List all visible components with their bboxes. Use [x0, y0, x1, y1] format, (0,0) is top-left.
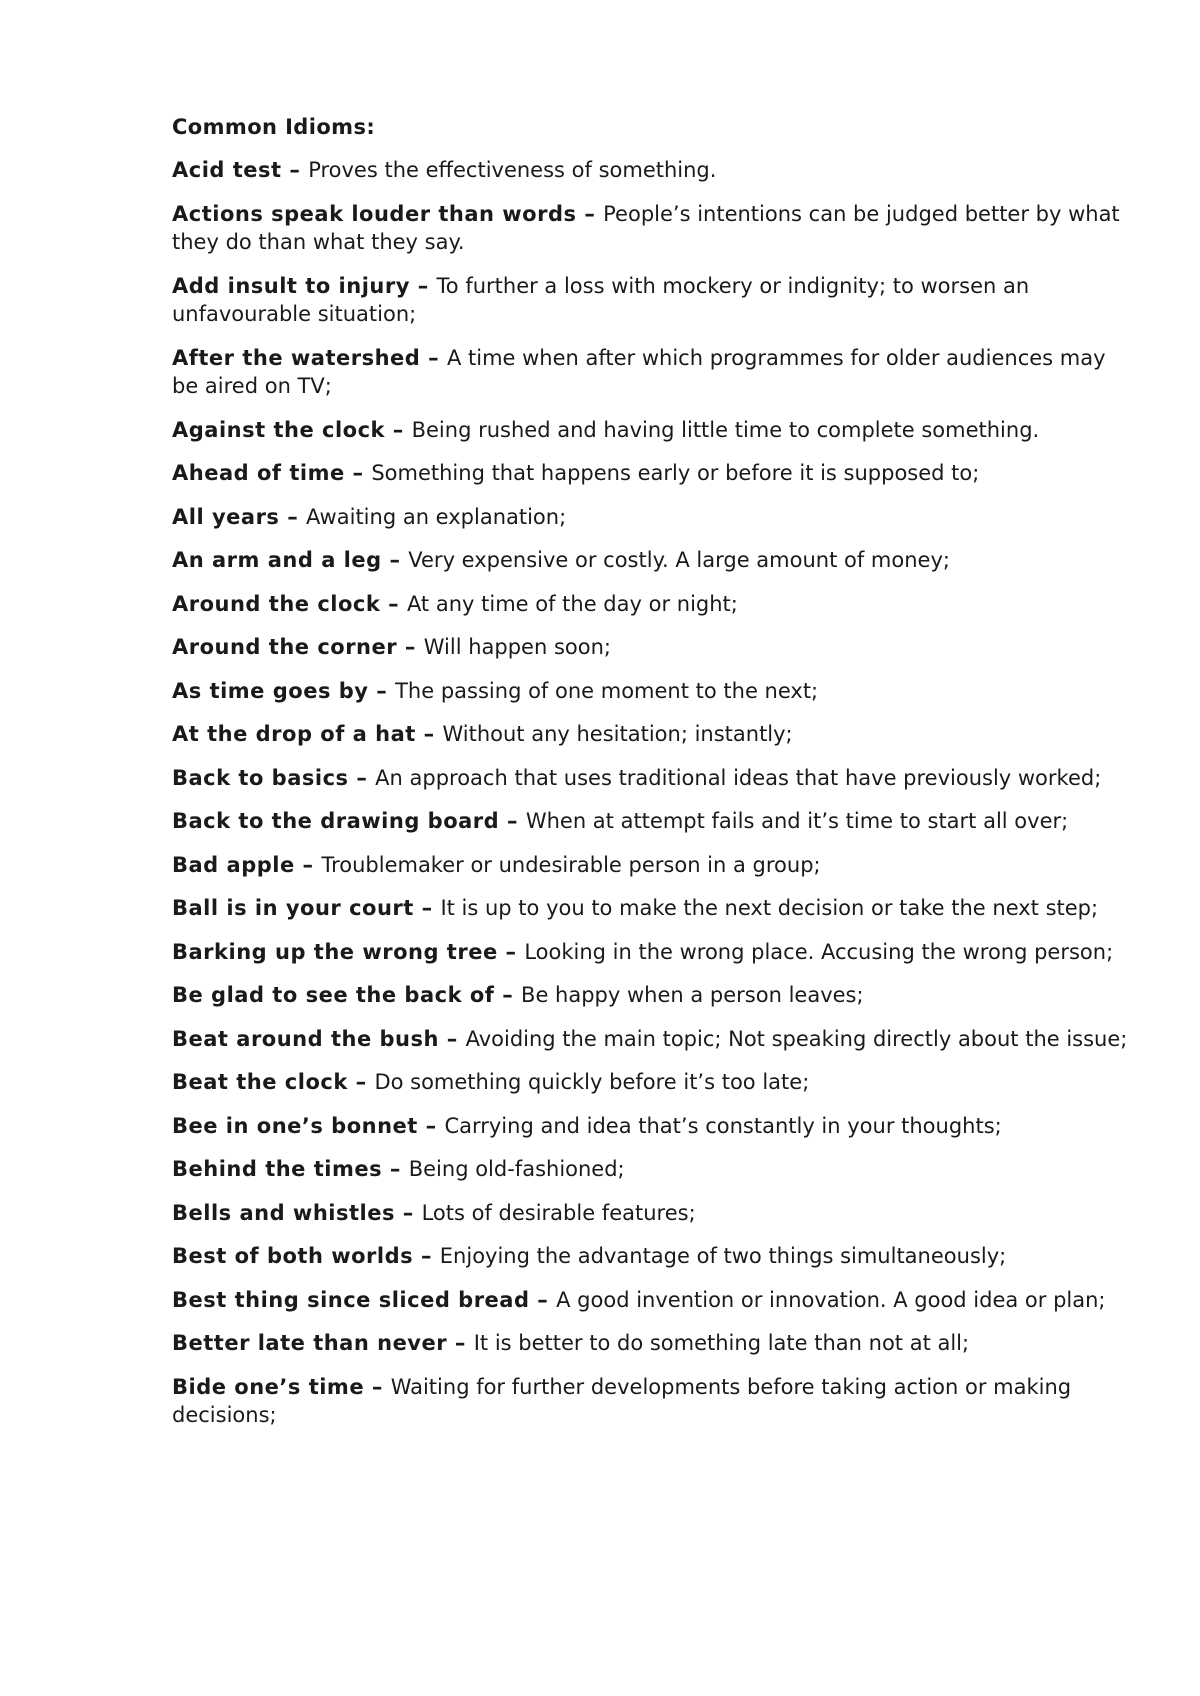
idiom-definition: Avoiding the main topic; Not speaking directly about the issue;	[465, 1026, 1128, 1051]
idiom-term: Bee in one’s bonnet	[172, 1113, 418, 1138]
idiom-entry	[172, 851, 1132, 880]
idiom-separator: –	[413, 1244, 440, 1268]
idiom-separator: –	[294, 852, 322, 877]
idiom-term: Against the clock	[172, 417, 385, 442]
idiom-definition: Being rushed and having little time to complete something.	[411, 417, 1040, 442]
idiom-term: Bad apple	[172, 852, 295, 877]
idiom-separator: –	[447, 1331, 474, 1355]
idiom-entry	[172, 156, 1132, 185]
idiom-entry	[172, 1155, 1132, 1184]
idiom-separator: –	[576, 201, 604, 226]
idiom-definition: Very expensive or costly. A large amount of money;	[408, 548, 950, 572]
idiom-entry	[172, 590, 1132, 619]
idiom-definition: A time when after which programmes for older audiences may be aired on TV;	[172, 345, 1106, 398]
idiom-definition: Looking in the wrong place. Accusing the wrong person;	[524, 939, 1114, 964]
idiom-term: All years	[172, 504, 280, 529]
idiom-separator: –	[368, 678, 396, 703]
idiom-entry	[172, 1068, 1132, 1097]
idiom-definition: Waiting for further developments before taking action or making decisions;	[172, 1374, 1072, 1427]
idiom-term: Beat around the bush	[172, 1026, 439, 1051]
idiom-entry	[172, 200, 1132, 257]
idiom-definition: Carrying and idea that’s constantly in your thoughts;	[444, 1113, 1002, 1138]
idiom-term: Bells and whistles	[172, 1200, 395, 1225]
idiom-entry	[172, 503, 1132, 532]
idiom-term: Best of both worlds	[172, 1244, 414, 1268]
idiom-term: Best thing since sliced bread	[172, 1287, 530, 1312]
idiom-definition: Being old-fashioned;	[408, 1157, 625, 1181]
idiom-entry	[172, 633, 1132, 662]
idiom-entry	[172, 720, 1132, 749]
idiom-entry	[172, 1373, 1132, 1430]
idiom-separator: –	[529, 1287, 557, 1312]
idiom-definition: Something that happens early or before it is supposed to;	[371, 461, 980, 485]
idiom-entry	[172, 1329, 1132, 1358]
idiom-term: An arm and a leg	[172, 548, 382, 572]
idiom-entry	[172, 677, 1132, 706]
idiom-definition: Lots of desirable features;	[421, 1200, 696, 1225]
idiom-list	[172, 156, 1132, 1430]
idiom-entry	[172, 416, 1132, 445]
idiom-separator: –	[415, 722, 443, 746]
idiom-definition: Will happen soon;	[423, 635, 611, 659]
idiom-entry	[172, 1025, 1132, 1054]
idiom-entry	[172, 981, 1132, 1010]
idiom-definition: It is better to do something late than not at all;	[473, 1331, 970, 1355]
idiom-term: After the watershed	[172, 345, 421, 370]
idiom-entry	[172, 1199, 1132, 1228]
document-title: Common Idioms:	[172, 115, 376, 139]
idiom-separator: –	[281, 158, 309, 182]
idiom-term: Back to the drawing board	[172, 809, 500, 833]
idiom-definition: At any time of the day or night;	[406, 591, 738, 616]
idiom-separator: –	[394, 1200, 422, 1225]
idiom-entry	[172, 459, 1132, 488]
idiom-entry	[172, 1286, 1132, 1315]
idiom-separator: –	[380, 591, 407, 616]
idiom-term: Back to basics	[172, 765, 349, 790]
idiom-separator: –	[279, 504, 307, 529]
idiom-term: Ahead of time	[172, 461, 345, 485]
idiom-separator: –	[364, 1374, 391, 1399]
idiom-term: Barking up the wrong tree	[172, 939, 498, 964]
idiom-separator: –	[344, 461, 372, 485]
idiom-entry	[172, 1242, 1132, 1271]
idiom-definition: Without any hesitation; instantly;	[442, 722, 793, 746]
idiom-entry	[172, 894, 1132, 923]
idiom-entry	[172, 764, 1132, 793]
idiom-definition: A good invention or innovation. A good idea or plan;	[556, 1287, 1106, 1312]
idiom-separator: –	[417, 1113, 445, 1138]
idiom-definition: Enjoying the advantage of two things simultaneously;	[439, 1244, 1007, 1268]
idiom-term: Bide one’s time	[172, 1374, 365, 1399]
idiom-separator: –	[499, 809, 526, 833]
idiom-separator: –	[413, 896, 441, 920]
idiom-term: Add insult to injury	[172, 273, 410, 298]
idiom-term: Be glad to see the back of	[172, 983, 495, 1007]
idiom-term: As time goes by	[172, 678, 369, 703]
idiom-separator: –	[420, 345, 447, 370]
idiom-entry	[172, 344, 1132, 401]
idiom-term: Around the corner	[172, 635, 398, 659]
idiom-definition: Troublemaker or undesirable person in a group;	[321, 852, 821, 877]
idiom-separator: –	[497, 939, 525, 964]
idiom-definition: An approach that uses traditional ideas that have previously worked;	[375, 765, 1102, 790]
idiom-separator: –	[347, 1070, 375, 1094]
idiom-separator: –	[348, 765, 376, 790]
idiom-definition: People’s intentions can be judged better by what they do than what they say.	[172, 201, 1120, 254]
idiom-entry	[172, 546, 1132, 575]
document-page	[172, 113, 1132, 1445]
idiom-term: Around the clock	[172, 591, 381, 616]
idiom-term: At the drop of a hat	[172, 722, 416, 746]
idiom-term: Acid test	[172, 158, 282, 182]
idiom-definition: Proves the effectiveness of something.	[308, 158, 717, 182]
idiom-definition: Awaiting an explanation;	[306, 504, 567, 529]
idiom-entry	[172, 938, 1132, 967]
idiom-term: Beat the clock	[172, 1070, 348, 1094]
idiom-entry	[172, 807, 1132, 836]
idiom-term: Behind the times	[172, 1157, 383, 1181]
idiom-separator: –	[494, 983, 522, 1007]
idiom-definition: When at attempt fails and it’s time to start all over;	[525, 809, 1069, 833]
idiom-entry	[172, 1112, 1132, 1141]
idiom-separator: –	[384, 417, 412, 442]
idiom-definition: To further a loss with mockery or indignity; to worsen an unfavourable situation;	[172, 273, 1030, 326]
idiom-entry	[172, 272, 1132, 329]
idiom-separator: –	[381, 548, 409, 572]
idiom-definition: Be happy when a person leaves;	[521, 983, 864, 1007]
idiom-term: Better late than never	[172, 1331, 448, 1355]
idiom-separator: –	[409, 273, 437, 298]
idiom-definition: Do something quickly before it’s too late;	[374, 1070, 810, 1094]
idiom-term: Ball is in your court	[172, 896, 414, 920]
idiom-separator: –	[438, 1026, 466, 1051]
idiom-separator: –	[382, 1157, 409, 1181]
idiom-term: Actions speak louder than words	[172, 201, 577, 226]
idiom-definition: The passing of one moment to the next;	[395, 678, 819, 703]
idiom-definition: It is up to you to make the next decision or take the next step;	[440, 896, 1099, 920]
idiom-separator: –	[397, 635, 424, 659]
